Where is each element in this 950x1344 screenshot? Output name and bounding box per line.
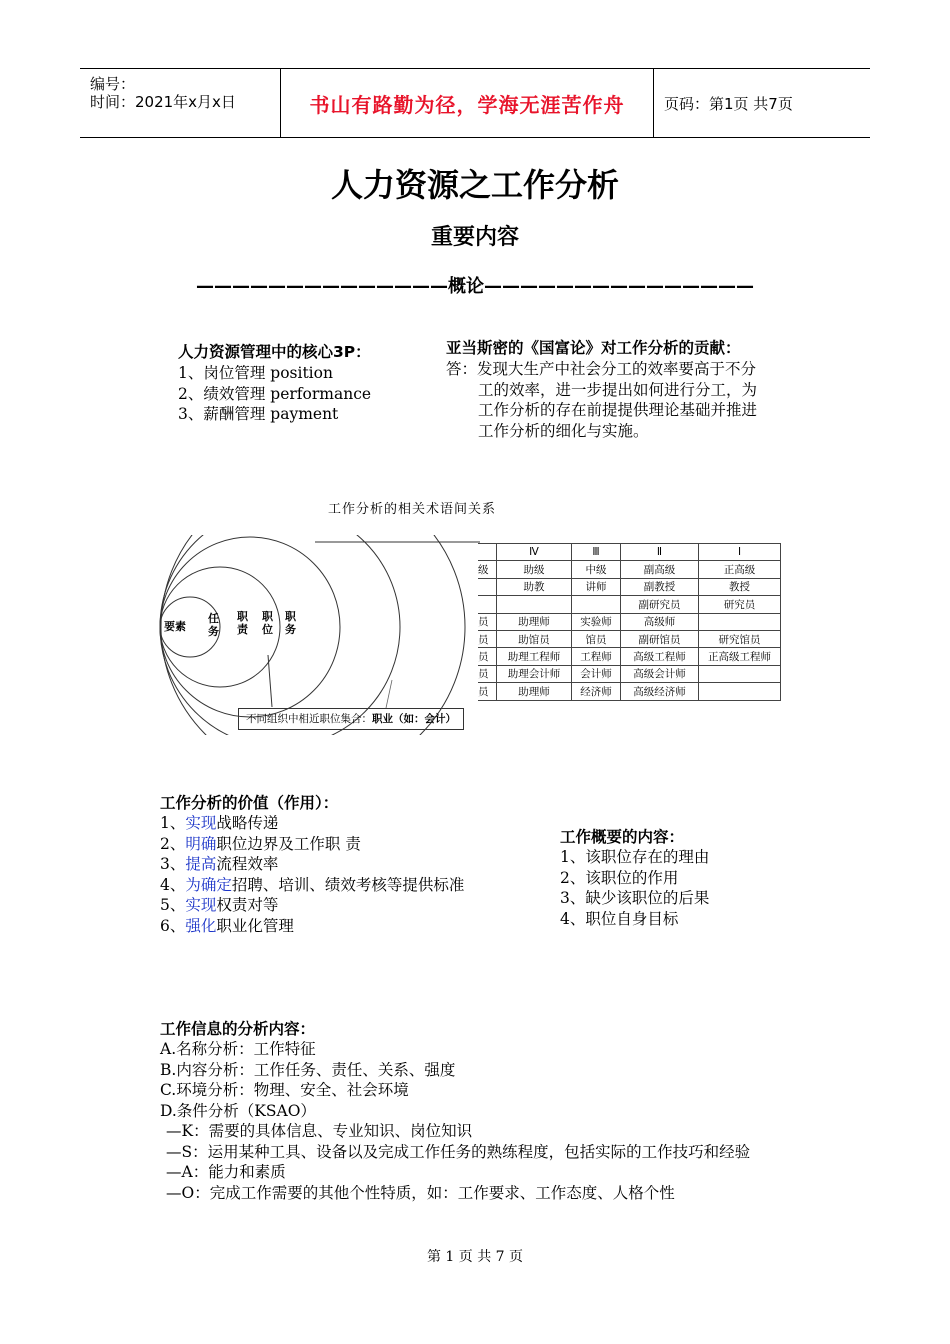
info-line: —O：完成工作需要的其他个性特质，如：工作要求、工作态度、人格个性: [166, 1183, 675, 1202]
diagram-caption: [238, 708, 464, 730]
value-item: [160, 895, 464, 916]
label-zhize: 职责: [237, 610, 248, 636]
table-cell: 助级: [497, 561, 572, 578]
value-item-verb: 为确定: [185, 875, 232, 894]
core-3p-heading: 人力资源管理中的核心3P：: [178, 343, 371, 361]
value-item: [160, 834, 464, 855]
table-cell: 馆员: [572, 630, 621, 647]
summary-item: 3、缺少该职位的后果: [560, 889, 710, 907]
table-cell: [478, 544, 497, 561]
info-section: [160, 1017, 750, 1203]
table-cell: Ⅲ: [572, 544, 621, 561]
info-line: B.内容分析：工作任务、责任、关系、强度: [160, 1060, 456, 1079]
table-row: [478, 683, 781, 700]
table-cell: 实验师: [572, 613, 621, 630]
table-cell: [478, 596, 497, 613]
summary-item: 4、职位自身目标: [560, 909, 679, 928]
table-cell: Ⅱ: [621, 544, 699, 561]
value-item-number: 6、: [160, 916, 186, 935]
table-cell: 员: [478, 613, 497, 630]
value-item-text: 招聘、培训、绩效考核等提供标准: [231, 875, 465, 894]
table-cell: 高级工程师: [621, 648, 699, 665]
value-item-number: 4、: [160, 875, 186, 894]
table-row: [478, 648, 781, 665]
smith-line: 工的效率，进一步提出如何进行分工，为: [478, 380, 758, 399]
smith-line: 发现大生产中社会分工的效率要高于不分: [477, 360, 757, 378]
table-cell: [572, 596, 621, 613]
value-item-verb: 实现: [185, 814, 217, 832]
value-item-verb: 实现: [185, 896, 217, 914]
value-item-text: 职位边界及工作职 责: [216, 834, 361, 853]
table-row: [478, 596, 781, 613]
summary-section: [560, 825, 709, 929]
table-cell: 助理师: [497, 683, 572, 700]
table-cell: 副研馆员: [621, 630, 699, 647]
value-item: [160, 916, 464, 937]
smith-line: 工作分析的细化与实施。: [478, 421, 649, 440]
table-cell: 讲师: [572, 578, 621, 595]
value-item: [160, 813, 464, 834]
pointer-line: [268, 655, 272, 707]
overview-heading: ——————————————概论———————————————: [196, 276, 754, 297]
table-row: [478, 544, 781, 561]
table-cell: 员: [478, 683, 497, 700]
value-item-text: 权责对等: [216, 896, 279, 914]
table-row: [478, 665, 781, 682]
info-line: C.环境分析：物理、安全、社会环境: [160, 1081, 409, 1099]
table-cell: Ⅰ: [699, 544, 781, 561]
value-item-text: 战略传递: [216, 814, 279, 832]
value-list: [160, 813, 464, 936]
smith-section: [446, 336, 757, 441]
table-row: [478, 561, 781, 578]
table-row: [478, 613, 781, 630]
table-cell: 研究员: [699, 596, 781, 613]
table-cell: 正高级工程师: [699, 648, 781, 665]
table-cell: Ⅳ: [497, 544, 572, 561]
table-cell: 研究馆员: [699, 630, 781, 647]
table-cell: [478, 578, 497, 595]
table-cell: 教授: [699, 578, 781, 595]
core-3p-item: 1、岗位管理 position: [178, 364, 333, 382]
table-cell: 工程师: [572, 648, 621, 665]
subtitle: 重要内容: [430, 224, 519, 250]
table-cell: 高级经济师: [621, 683, 699, 700]
page-info: 页码：第1页 共7页: [664, 94, 793, 113]
time-label: 时间：2021年x月x日: [90, 93, 236, 111]
header-page-cell: [654, 69, 870, 137]
value-item-number: 5、: [160, 896, 186, 914]
label-zhiwei: 职位: [262, 610, 273, 636]
value-item-verb: 强化: [185, 916, 217, 935]
table-cell: 副教授: [621, 578, 699, 595]
table-cell: 高级师: [621, 613, 699, 630]
table-cell: 副高级: [621, 561, 699, 578]
info-line: —K：需要的具体信息、专业知识、岗位知识: [166, 1122, 473, 1140]
table-cell: 员: [478, 665, 497, 682]
table-cell: 级: [478, 561, 497, 578]
diagram-title: 工作分析的相关术语间关系: [328, 502, 497, 517]
table-cell: 员: [478, 630, 497, 647]
table-cell: 助教: [497, 578, 572, 595]
value-item-verb: 明确: [185, 834, 217, 853]
table-cell: [699, 665, 781, 682]
table-row: [478, 578, 781, 595]
value-section: [160, 791, 464, 936]
info-heading: 工作信息的分析内容：: [160, 1020, 316, 1038]
table-cell: 中级: [572, 561, 621, 578]
motto: 书山有路勤为径，学海无涯苦作舟: [309, 92, 625, 117]
circle-zhize: [160, 537, 340, 717]
title-grade-table: [478, 543, 781, 701]
nested-circles-diagram: [150, 535, 480, 735]
table-cell: 经济师: [572, 683, 621, 700]
pointer-line: [386, 680, 392, 708]
header-meta: [80, 69, 281, 137]
value-heading: 工作分析的价值（作用）：: [160, 794, 339, 812]
table-cell: 高级会计师: [621, 665, 699, 682]
label-yaosu: 要素: [164, 620, 186, 633]
table-cell: 员: [478, 648, 497, 665]
caption-prefix: 不同组织中相近职位集合：: [246, 713, 372, 725]
summary-item: 1、该职位存在的理由: [560, 848, 710, 866]
circle-zhiwu: [161, 535, 465, 735]
core-3p-item: 3、薪酬管理 payment: [178, 405, 339, 423]
table-cell: 助馆员: [497, 630, 572, 647]
table-cell: [699, 613, 781, 630]
info-line: —S：运用某种工具、设备以及完成工作任务的熟练程度，包括实际的工作技巧和经验: [166, 1142, 751, 1161]
info-line: —A：能力和素质: [166, 1163, 286, 1181]
summary-item: 2、该职位的作用: [560, 868, 679, 887]
header-motto-cell: [281, 69, 654, 137]
info-line: D.条件分析（KSAO）: [160, 1101, 316, 1120]
table-cell: 正高级: [699, 561, 781, 578]
table-cell: 助理工程师: [497, 648, 572, 665]
label-renwu: 任务: [208, 612, 219, 638]
page-title: 人力资源之工作分析: [330, 166, 619, 204]
value-item: [160, 875, 464, 896]
smith-line: 工作分析的存在前提提供理论基础并推进: [478, 401, 758, 419]
value-item-text: 职业化管理: [216, 916, 294, 935]
document-header: [80, 68, 870, 138]
info-line: A.名称分析：工作特征: [160, 1040, 316, 1058]
circle-zhiwei: [160, 535, 400, 735]
table-cell: 会计师: [572, 665, 621, 682]
table-cell: 助理会计师: [497, 665, 572, 682]
answer-prefix: 答：: [446, 360, 478, 378]
label-zhiwu: 职务: [285, 610, 296, 636]
smith-heading: 亚当斯密的《国富论》对工作分析的贡献：: [446, 339, 741, 357]
table-cell: [699, 683, 781, 700]
table-cell: [497, 596, 572, 613]
caption-occupation: 职业（如：会计）: [372, 713, 456, 725]
value-item-number: 2、: [160, 834, 186, 853]
core-3p-section: [178, 340, 371, 425]
value-item: [160, 854, 464, 875]
table-cell: 副研究员: [621, 596, 699, 613]
core-3p-item: 2、绩效管理 performance: [178, 384, 372, 403]
number-label: 编号：: [90, 75, 136, 93]
table-row: [478, 630, 781, 647]
table-cell: 助理师: [497, 613, 572, 630]
page-footer: 第 1 页 共 7 页: [426, 1249, 524, 1265]
value-item-number: 1、: [160, 814, 186, 832]
summary-heading: 工作概要的内容：: [560, 828, 685, 846]
value-item-text: 流程效率: [216, 855, 279, 873]
value-item-verb: 提高: [185, 855, 217, 873]
value-item-number: 3、: [160, 855, 186, 873]
